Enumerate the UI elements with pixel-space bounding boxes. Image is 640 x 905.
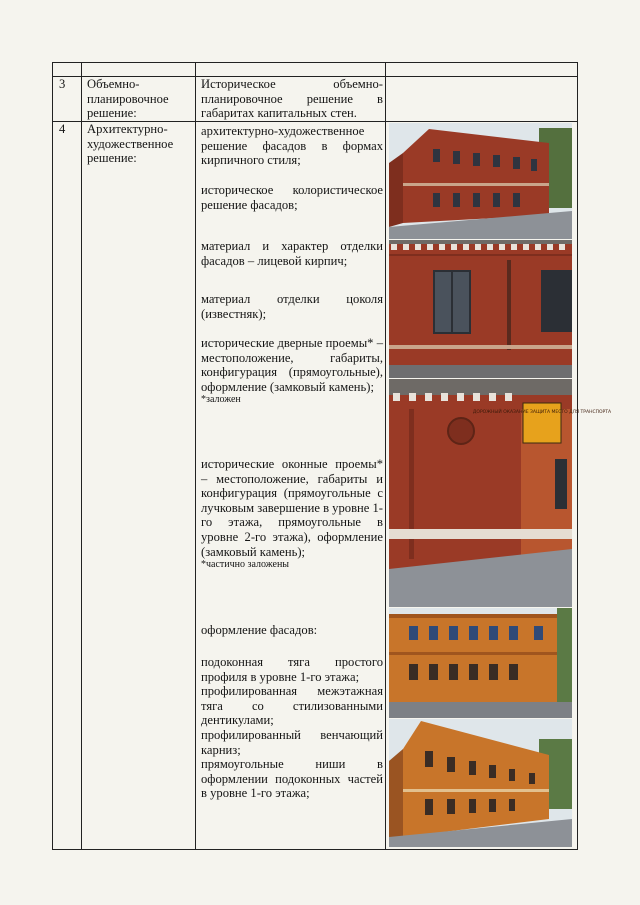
paragraph: архитектурно-художественное решение фасадов в формах кирпичного стиля;	[201, 124, 383, 168]
paragraph: профилированная межэтажная тяга со стилизованными дентикулами;	[201, 684, 383, 728]
row-description	[201, 124, 383, 168]
row-name: Архитектурно-художественное решение:	[87, 122, 174, 166]
row-description: Историческое объемно-планировочное решение в габаритах капитальных стен.	[201, 77, 383, 121]
paragraph: исторические дверные проемы* – местоположение, габариты, конфигурация (прямоугольные), оформление (замковый камень);	[201, 336, 383, 394]
paragraph: материал и характер отделки фасадов – лицевой кирпич;	[201, 239, 383, 268]
paragraph: подоконная тяга простого профиля в уровне 1-го этажа;	[201, 655, 383, 684]
row-description	[201, 239, 383, 268]
photo-facade-with-sign	[389, 379, 612, 607]
row-number: 3	[59, 77, 66, 91]
photo-building-corner	[389, 123, 572, 239]
paragraph: профилированный венчающий карниз;	[201, 727, 383, 757]
row-description	[201, 292, 383, 321]
column-divider	[385, 63, 386, 849]
paragraph: материал отделки цоколя (известняк);	[201, 292, 383, 321]
photo-street-view	[389, 719, 572, 847]
row-description	[201, 183, 383, 212]
section-heading: оформление фасадов:	[201, 623, 318, 637]
paragraph: прямоугольные ниши в оформлении подоконных частей в уровне 1-го этажа;	[201, 757, 383, 801]
row-name: Объемно-планировочное решение:	[87, 77, 169, 121]
photo-window-detail	[389, 240, 572, 378]
row-number: 4	[59, 122, 66, 136]
column-divider	[81, 63, 82, 849]
photo-orange-facade	[389, 608, 572, 718]
row-description	[201, 336, 383, 406]
column-divider	[195, 63, 196, 849]
warning-sign-text: ДОРОЖНЫЙ ОКАЗАНИЕ ЗАЩИТА МЕСТО ДЛЯ ТРАНСПОРТА	[472, 410, 612, 415]
paragraph: исторические оконные проемы* – местоположение, габариты и конфигурация (прямоугольные с лучковым завершение в уровне 1-го этажа, прямоугольные в уровне 2-го этажа), оформление (замковый камень);	[201, 457, 383, 559]
heritage-table	[52, 62, 612, 850]
row-description	[201, 457, 383, 571]
paragraph: историческое колористическое решение фасадов;	[201, 183, 383, 212]
row-description	[201, 623, 383, 638]
footnote: *частично заложены	[201, 559, 290, 571]
row-description	[201, 655, 383, 801]
footnote: *заложен	[201, 394, 241, 406]
